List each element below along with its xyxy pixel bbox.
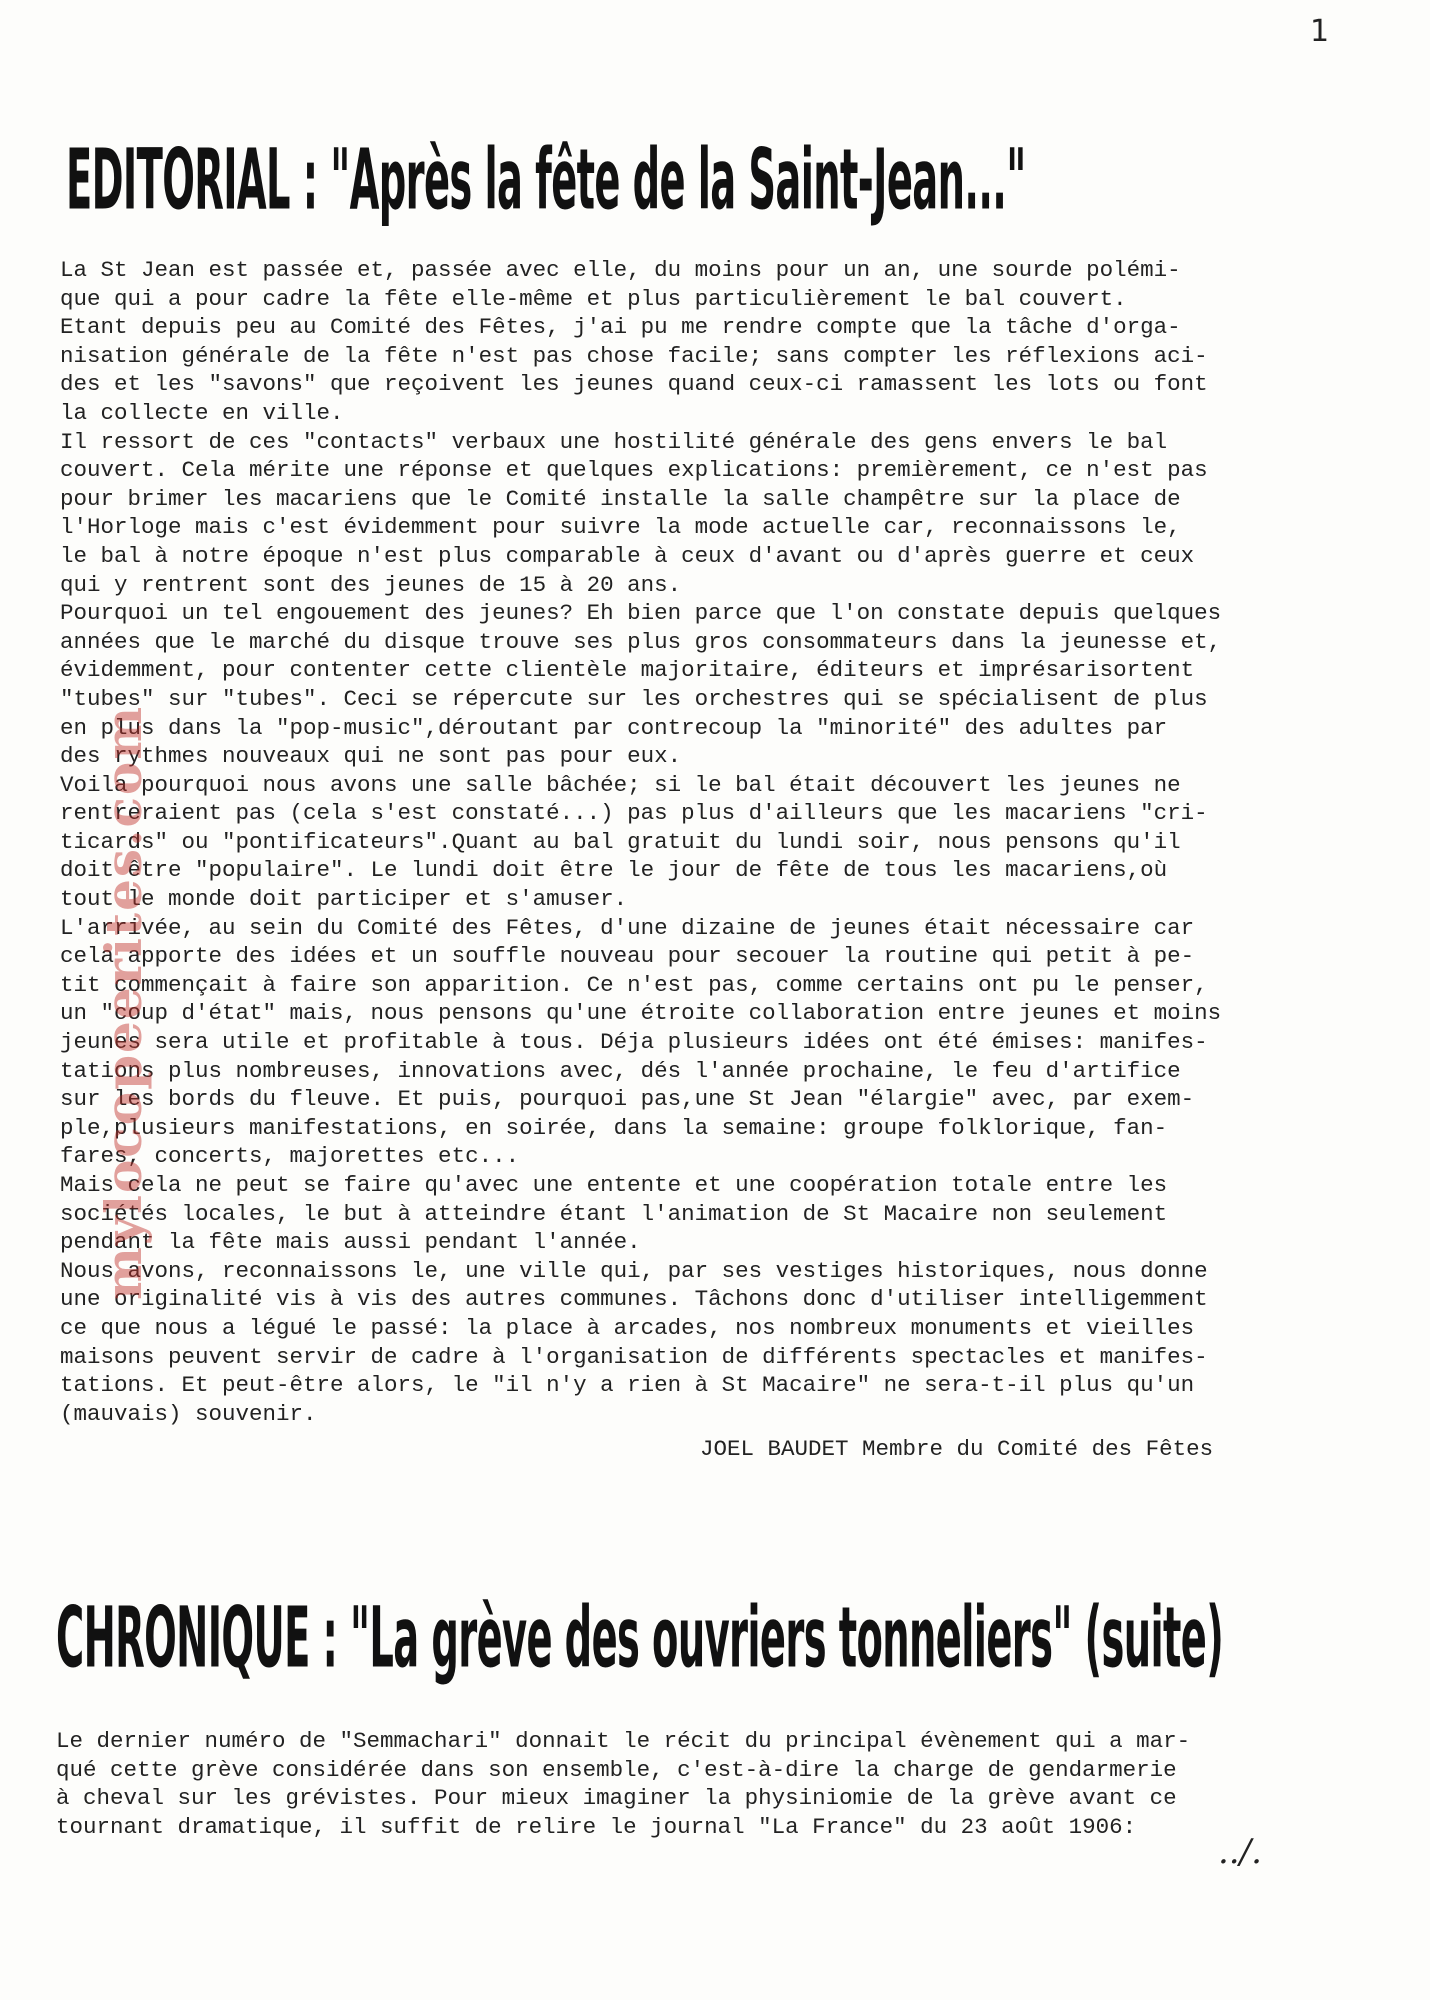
editorial-line: tout le monde doit participer et s'amuser. (60, 886, 628, 913)
chronique-title-text: CHRONIQUE : "La grève des ouvriers tonneliers" (suite) (56, 1588, 1224, 1687)
editorial-title (66, 130, 1430, 229)
editorial-line: doit être "populaire". Le lundi doit être le jour de fête de tous les macariens,où (60, 857, 1168, 884)
editorial-line: L'arrivée, au sein du Comité des Fêtes, d'une dizaine de jeunes était nécessaire car (60, 914, 1195, 941)
editorial-line: un "coup d'état" mais, nous pensons qu'une étroite collaboration entre jeunes et moins (60, 1000, 1222, 1027)
chronique-body (56, 1727, 1190, 1841)
chronique-title (56, 1588, 1430, 1687)
editorial-line: sur les bords du fleuve. Et puis, pourquoi pas,une St Jean "élargie" avec, par exem- (60, 1086, 1195, 1113)
editorial-line: en plus dans la "pop-music",déroutant par contrecoup la "minorité" des adultes par (60, 714, 1168, 741)
editorial-line: l'Horloge mais c'est évidemment pour suivre la mode actuelle car, reconnaissons le, (60, 514, 1181, 541)
editorial-line: cela apporte des idées et un souffle nouveau pour secouer la routine qui petit à pe- (60, 943, 1195, 970)
editorial-line: Voila pourquoi nous avons une salle bâchée; si le bal était découvert les jeunes ne (60, 771, 1181, 798)
editorial-line: Mais cela ne peut se faire qu'avec une entente et une coopération totale entre les (60, 1172, 1168, 1198)
chronique-line: qué cette grève considérée dans son ensemble, c'est-à-dire la charge de gendarmerie (56, 1756, 1177, 1783)
editorial-line: pour brimer les macariens que le Comité installe la salle champêtre sur la place de (60, 485, 1181, 512)
editorial-line: évidemment, pour contenter cette clientèle majoritaire, éditeurs et imprésarisortent (60, 657, 1195, 684)
editorial-line: La St Jean est passée et, passée avec elle, du moins pour un an, une sourde polémi- (60, 257, 1181, 283)
chronique-line: tournant dramatique, il suffit de relire le journal "La France" du 23 août 1906: (56, 1813, 1137, 1840)
editorial-line: "tubes" sur "tubes". Ceci se répercute sur les orchestres qui se spécialisent de plus (60, 685, 1208, 712)
editorial-line: qui y rentrent sont des jeunes de 15 à 20 ans. (60, 571, 682, 598)
editorial-line: ple,plusieurs manifestations, en soirée, dans la semaine: groupe folklorique, fan- (60, 1114, 1168, 1141)
editorial-line: Il ressort de ces "contacts" verbaux une hostilité générale des gens envers le bal (60, 428, 1168, 455)
editorial-line: ticards" ou "pontificateurs".Quant au bal gratuit du lundi soir, nous pensons qu'il (60, 828, 1181, 855)
editorial-line: pendant la fête mais aussi pendant l'année. (60, 1229, 641, 1256)
editorial-line: des et les "savons" que reçoivent les jeunes quand ceux-ci ramassent les lots ou font (60, 371, 1208, 398)
editorial-line: ce que nous a légué le passé: la place à arcades, nos nombreux monuments et vieilles (60, 1314, 1195, 1341)
editorial-signature: JOEL BAUDET Membre du Comité des Fêtes (700, 1436, 1214, 1462)
editorial-line: fares, concerts, majorettes etc... (60, 1143, 520, 1170)
editorial-line: tit commençait à faire son apparition. Ce n'est pas, comme certains ont pu le penser, (60, 971, 1208, 998)
editorial-line: tations plus nombreuses, innovations avec, dés l'année prochaine, le feu d'artifice (60, 1057, 1181, 1084)
editorial-line: Pourquoi un tel engouement des jeunes? Eh bien parce que l'on constate depuis quelques (60, 600, 1222, 627)
continuation-mark: ../. (1218, 1832, 1262, 1872)
watermark: mylocopeerites.com (94, 704, 153, 1300)
editorial-line: une originalité vis à vis des autres communes. Tâchons donc d'utiliser intelligemment (60, 1286, 1208, 1313)
editorial-line: Nous avons, reconnaissons le, une ville qui, par ses vestiges historiques, nous donne (60, 1257, 1208, 1284)
editorial-line: couvert. Cela mérite une réponse et quelques explications: premièrement, ce n'est pas (60, 457, 1208, 484)
editorial-line: Etant depuis peu au Comité des Fêtes, j'ai pu me rendre compte que la tâche d'orga- (60, 314, 1181, 341)
editorial-line: le bal à notre époque n'est plus comparable à ceux d'avant ou d'après guerre et ceux (60, 542, 1195, 569)
editorial-title-text: EDITORIAL : "Après la fête de la Saint-Jean..." (66, 130, 1026, 229)
editorial-line: que qui a pour cadre la fête elle-même et plus particulièrement le bal couvert. (60, 285, 1127, 312)
editorial-line: (mauvais) souvenir. (60, 1400, 317, 1427)
chronique-line: Le dernier numéro de "Semmachari" donnait le récit du principal évènement qui a mar- (56, 1728, 1191, 1754)
editorial-line: nisation générale de la fête n'est pas chose facile; sans compter les réflexions aci- (60, 342, 1208, 369)
editorial-body (60, 256, 1221, 1428)
editorial-line: années que le marché du disque trouve ses plus gros consommateurs dans la jeunesse et, (60, 628, 1222, 655)
editorial-line: des rythmes nouveaux qui ne sont pas pour eux. (60, 743, 682, 770)
editorial-line: sociétés locales, le but à atteindre étant l'animation de St Macaire non seulement (60, 1200, 1168, 1227)
chronique-line: à cheval sur les grévistes. Pour mieux imaginer la physiniomie de la grève avant ce (56, 1785, 1177, 1812)
editorial-line: tations. Et peut-être alors, le "il n'y a rien à St Macaire" ne sera-t-il plus qu'un (60, 1372, 1195, 1399)
page-number: 1 (1310, 14, 1330, 49)
editorial-line: rentreraient pas (cela s'est constaté...) pas plus d'ailleurs que les macariens "cri- (60, 800, 1208, 827)
editorial-line: la collecte en ville. (60, 399, 344, 426)
editorial-line: maisons peuvent servir de cadre à l'organisation de différents spectacles et manifes- (60, 1343, 1208, 1370)
editorial-line: jeunes sera utile et profitable à tous. Déja plusieurs idées ont été émises: manifes- (60, 1029, 1208, 1056)
